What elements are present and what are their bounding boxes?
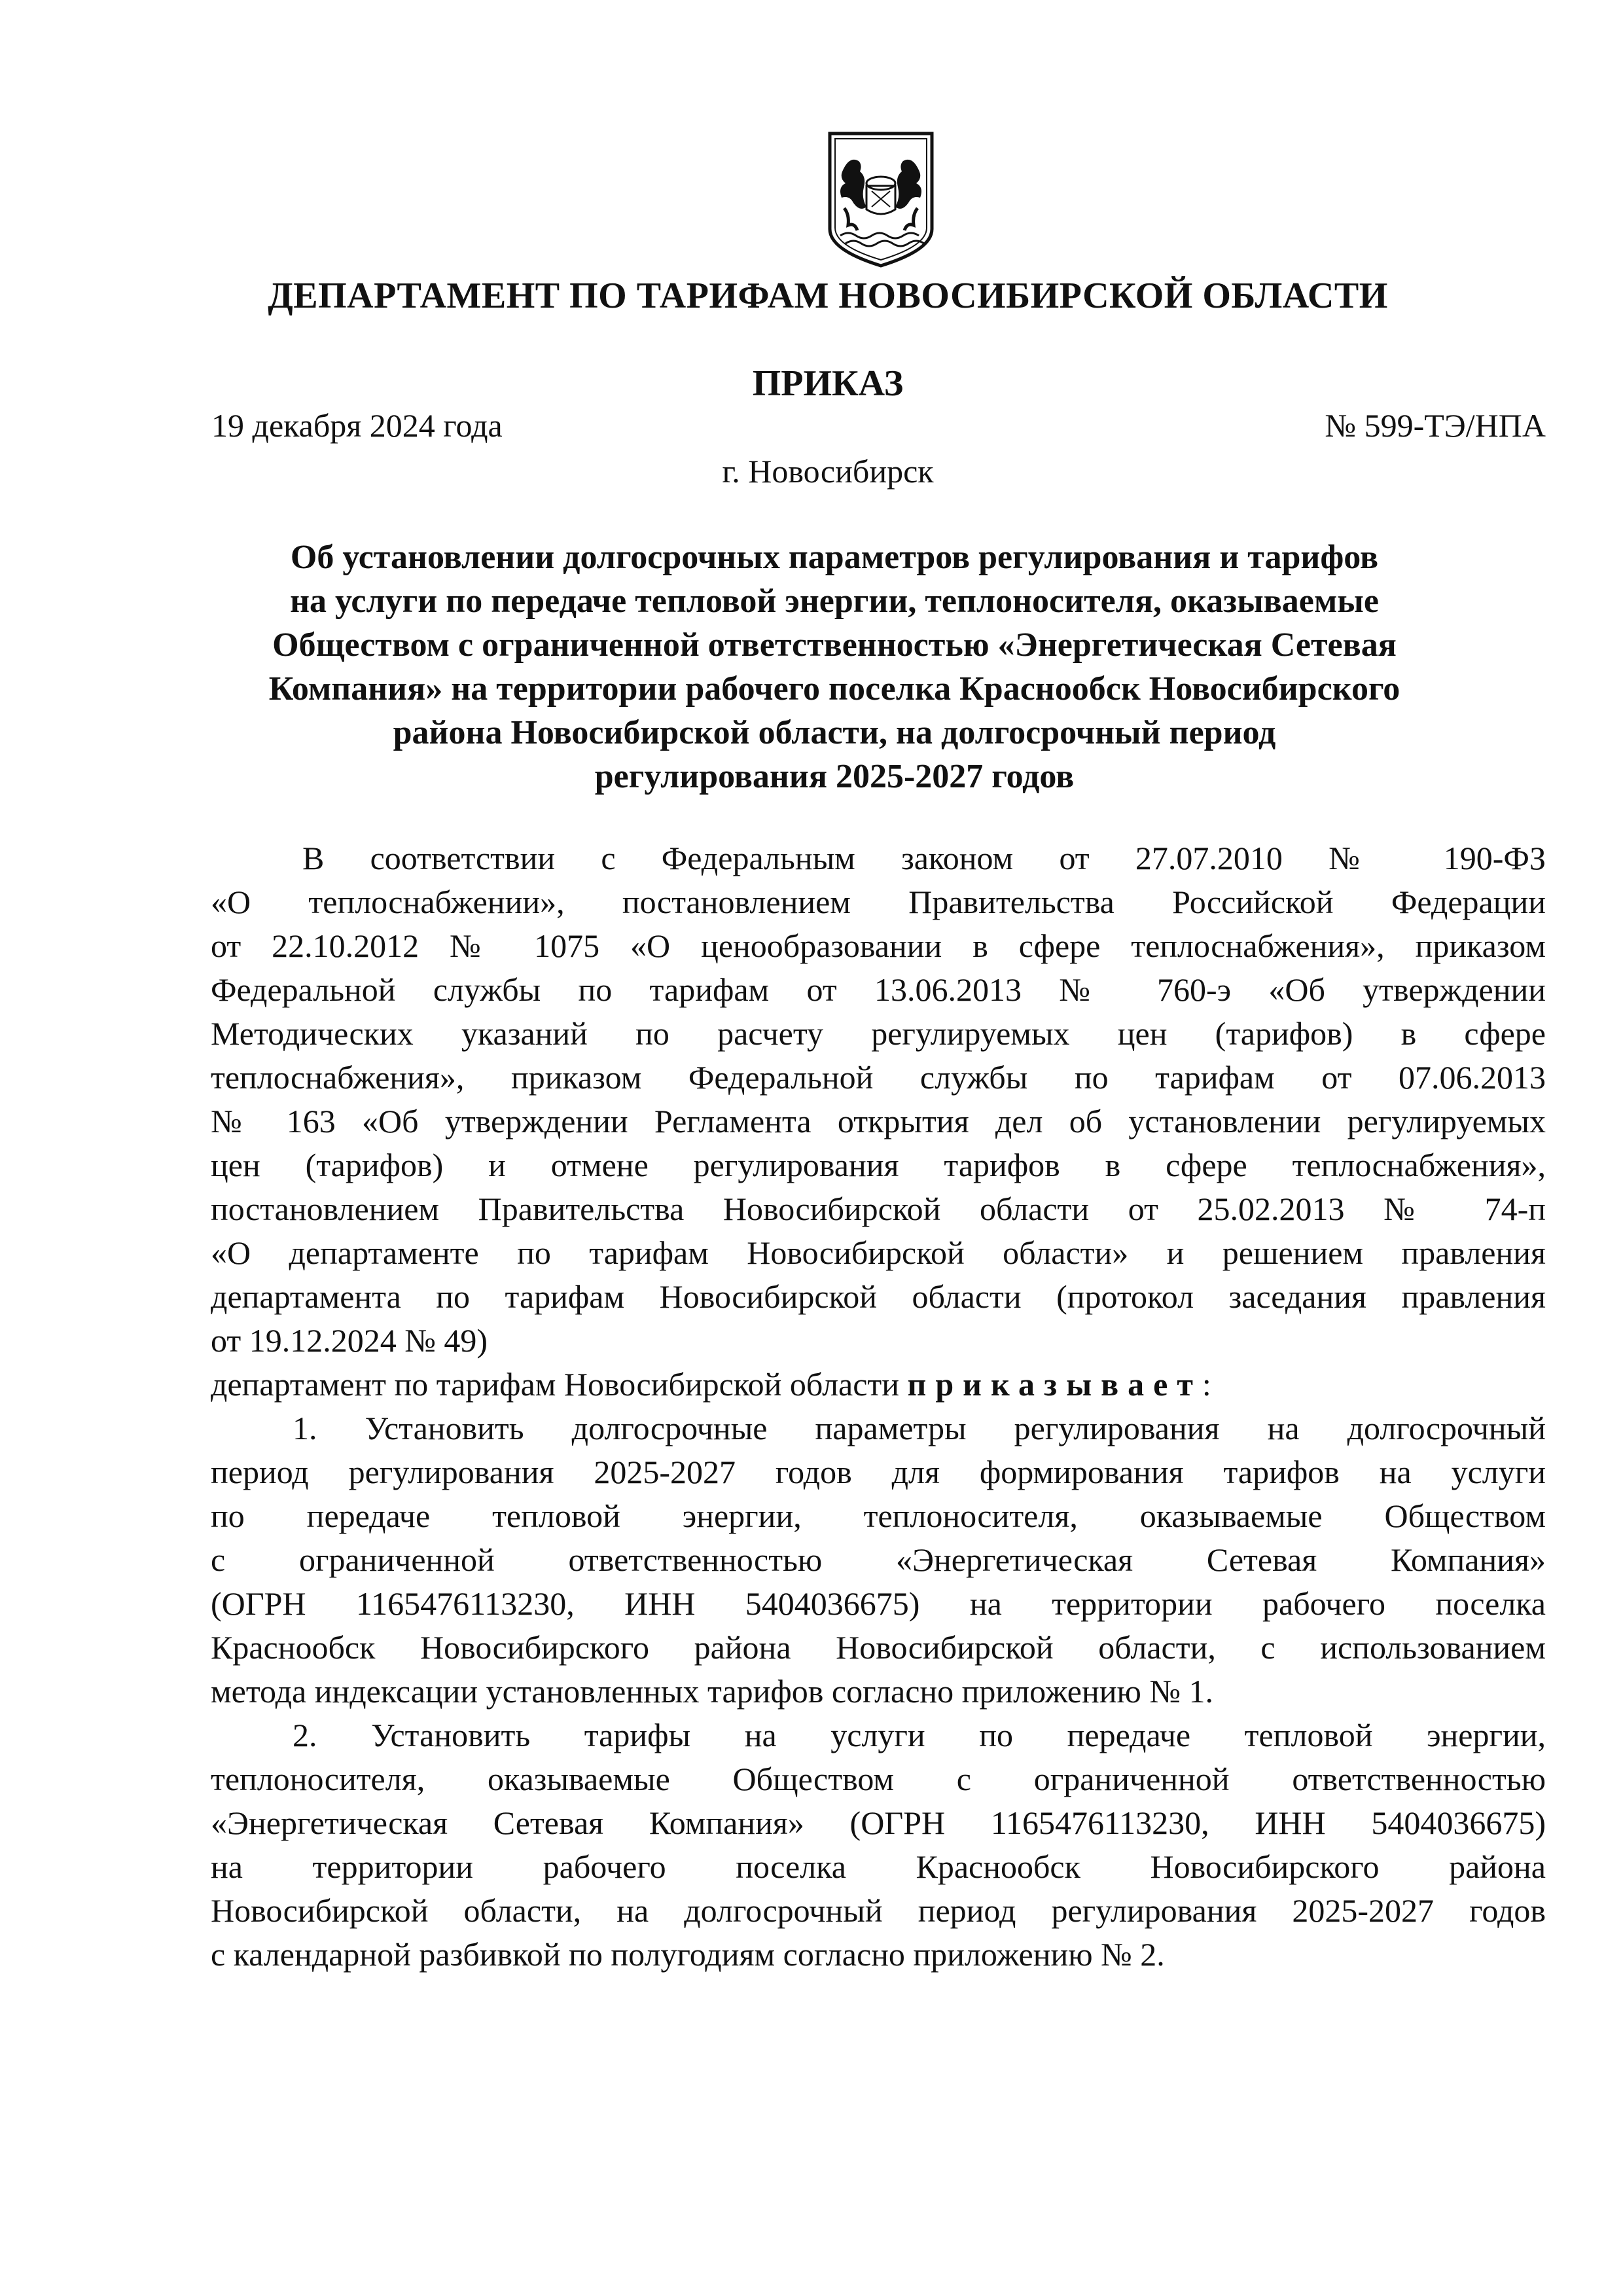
order-number: № 599-ТЭ/НПА bbox=[1325, 407, 1546, 444]
preamble-line: № 163 «Об утверждении Регламента открытия дел об установлении регулируемых bbox=[211, 1103, 1546, 1139]
order-item-2 bbox=[211, 1713, 1546, 1977]
decree-line bbox=[211, 1363, 1546, 1407]
preamble-line: постановлением Правительства Новосибирской области от 25.02.2013 № 74-п bbox=[211, 1191, 1546, 1227]
preamble-line: департамента по тарифам Новосибирской области (протокол заседания правления bbox=[211, 1278, 1546, 1315]
document-type-title: ПРИКАЗ bbox=[752, 363, 904, 404]
preamble-line: цен (тарифов) и отмене регулирования тарифов в сфере теплоснабжения», bbox=[211, 1147, 1546, 1183]
preamble-line: «О департаменте по тарифам Новосибирской области» и решением правления bbox=[211, 1234, 1546, 1271]
subject-line: регулирования 2025-2027 годов bbox=[594, 758, 1075, 795]
item-line: с календарной разбивкой по полугодиям согласно приложению № 2. bbox=[211, 1936, 1165, 1973]
item-line: период регулирования 2025-2027 годов для формирования тарифов на услуги bbox=[211, 1454, 1546, 1490]
item-line: метода индексации установленных тарифов согласно приложению № 1. bbox=[211, 1673, 1214, 1710]
item-line: Новосибирской области, на долгосрочный период регулирования 2025-2027 годов bbox=[211, 1892, 1546, 1929]
department-title: ДЕПАРТАМЕНТ ПО ТАРИФАМ НОВОСИБИРСКОЙ ОБЛАСТИ bbox=[268, 276, 1388, 316]
item-line: с ограниченной ответственностью «Энергетическая Сетевая Компания» bbox=[211, 1541, 1546, 1578]
preamble-line: Методических указаний по расчету регулируемых цен (тарифов) в сфере bbox=[211, 1015, 1546, 1052]
preamble-line: «О теплоснабжении», постановлением Правительства Российской Федерации bbox=[211, 884, 1546, 920]
preamble-line: Федеральной службы по тарифам от 13.06.2013 № 760-э «Об утверждении bbox=[211, 971, 1546, 1008]
preamble-line: от 22.10.2012 № 1075 «О ценообразовании в сфере теплоснабжения», приказом bbox=[211, 927, 1546, 964]
item-line: 1. Установить долгосрочные параметры регулирования на долгосрочный bbox=[293, 1410, 1546, 1446]
order-city: г. Новосибирск bbox=[722, 453, 934, 490]
item-line: на территории рабочего поселка Краснообск Новосибирского района bbox=[211, 1848, 1546, 1885]
order-subject bbox=[249, 535, 1420, 798]
item-line: «Энергетическая Сетевая Компания» (ОГРН 1165476113230, ИНН 5404036675) bbox=[211, 1804, 1546, 1841]
subject-line: района Новосибирской области, на долгосрочный период bbox=[393, 714, 1276, 751]
preamble-paragraph bbox=[211, 836, 1546, 1363]
subject-line: Об установлении долгосрочных параметров регулирования и тарифов bbox=[290, 539, 1379, 576]
decree-suffix: : bbox=[1202, 1366, 1211, 1403]
document-body bbox=[211, 836, 1546, 1977]
order-date: 19 декабря 2024 года bbox=[211, 407, 503, 444]
novosibirsk-region-coat-of-arms-icon bbox=[826, 131, 936, 268]
order-item-1 bbox=[211, 1407, 1546, 1713]
decree-prefix: департамент по тарифам Новосибирской области bbox=[211, 1366, 908, 1403]
item-line: по передаче тепловой энергии, теплоносителя, оказываемые Обществом bbox=[211, 1498, 1546, 1534]
item-line: 2. Установить тарифы на услуги по передаче тепловой энергии, bbox=[293, 1717, 1546, 1753]
subject-line: Компания» на территории рабочего поселка Краснообск Новосибирского bbox=[268, 670, 1400, 708]
subject-line: Обществом с ограниченной ответственностью «Энергетическая Сетевая bbox=[272, 626, 1397, 664]
item-line: (ОГРН 1165476113230, ИНН 5404036675) на территории рабочего поселка bbox=[211, 1585, 1546, 1622]
preamble-line: В соответствии с Федеральным законом от 27.07.2010 № 190-ФЗ bbox=[302, 840, 1546, 876]
subject-line: на услуги по передаче тепловой энергии, теплоносителя, оказываемые bbox=[290, 583, 1379, 620]
decree-verb: приказывает bbox=[907, 1366, 1202, 1403]
preamble-line: теплоснабжения», приказом Федеральной службы по тарифам от 07.06.2013 bbox=[211, 1059, 1546, 1096]
preamble-line: от 19.12.2024 № 49) bbox=[211, 1322, 488, 1359]
item-line: Краснообск Новосибирского района Новосибирской области, с использованием bbox=[211, 1629, 1546, 1666]
item-line: теплоносителя, оказываемые Обществом с ограниченной ответственностью bbox=[211, 1761, 1546, 1797]
